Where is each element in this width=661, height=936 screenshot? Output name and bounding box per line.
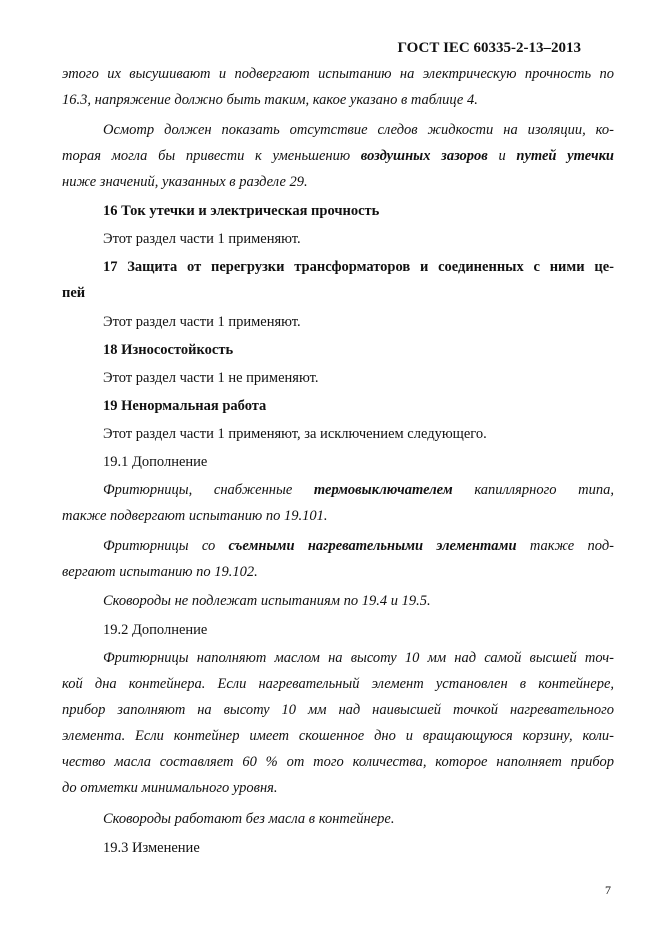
section-16-text: Этот раздел части 1 применяют. — [103, 231, 301, 247]
clause-19-1-paragraph-2 — [62, 533, 614, 585]
section-19-heading: 19 Ненормальная работа — [103, 398, 267, 414]
text-span: торая могла бы привести к уменьшению — [62, 148, 361, 164]
text-span: капиллярного типа, — [452, 482, 614, 498]
text-line: кой дна контейнера. Если нагревательный элемент установлен в контейнере, — [62, 676, 614, 692]
text-line — [62, 143, 614, 169]
section-19-text: Этот раздел части 1 применяют, за исключением следующего. — [103, 426, 487, 442]
text-line: чество масла составляет 60 % от того количества, которое наполняет прибор — [62, 754, 614, 770]
section-17-heading — [62, 254, 614, 306]
text-line — [62, 533, 614, 559]
clause-19-1-title: 19.1 Дополнение — [103, 454, 208, 470]
term-thermal-cutout: термовыключателем — [313, 482, 453, 498]
text-line: также подвергают испытанию по 19.101. — [62, 508, 328, 524]
text-line: Фритюрницы наполняют маслом на высоту 10 мм над самой высшей точ- — [103, 650, 614, 666]
heading-line: 17 Защита от перегрузки трансформаторов и соединенных с ними це- — [103, 259, 614, 275]
paragraph-drying-test — [62, 61, 614, 113]
section-16-heading: 16 Ток утечки и электрическая прочность — [103, 203, 380, 219]
section-17-text: Этот раздел части 1 применяют. — [103, 314, 301, 330]
text-span: Фритюрницы, снабженные — [103, 482, 314, 498]
document-code-header: ГОСТ IEC 60335-2-13–2013 — [397, 40, 581, 56]
text-line: ниже значений, указанных в разделе 29. — [62, 174, 308, 190]
clause-19-1-paragraph-3: Сковороды не подлежат испытаниям по 19.4 и 19.5. — [103, 593, 431, 609]
text-line: этого их высушивают и подвергают испытанию на электрическую прочность по — [62, 66, 614, 82]
term-detachable-heating-elements: съемными нагревательными элементами — [228, 538, 517, 554]
text-line — [62, 477, 614, 503]
term-clearances: воздушных зазоров — [360, 148, 488, 164]
text-line: элемента. Если контейнер имеет скошенное дно и вращающуюся корзину, коли- — [62, 728, 614, 744]
clause-19-3-title: 19.3 Изменение — [103, 840, 200, 856]
clause-19-2-title: 19.2 Дополнение — [103, 622, 208, 638]
text-line: до отметки минимального уровня. — [62, 780, 278, 796]
section-18-text: Этот раздел части 1 не применяют. — [103, 370, 319, 386]
heading-line: пей — [62, 285, 86, 301]
text-line: прибор заполняют на высоту 10 мм над наивысшей точкой нагревательного — [62, 702, 614, 718]
page-number: 7 — [605, 883, 611, 897]
text-line: 16.3, напряжение должно быть таким, какое указано в таблице 4. — [62, 92, 478, 108]
paragraph-inspection — [62, 117, 614, 195]
term-creepage: путей утечки — [516, 148, 614, 164]
text-span: и — [487, 148, 517, 164]
clause-19-2-paragraph-2: Сковороды работают без масла в контейнере. — [103, 811, 395, 827]
text-span: также под- — [516, 538, 614, 554]
section-18-heading: 18 Износостойкость — [103, 342, 234, 358]
text-line: вергают испытанию по 19.102. — [62, 564, 258, 580]
clause-19-1-paragraph-1 — [62, 477, 614, 529]
clause-19-2-paragraph-1 — [62, 645, 614, 801]
page-body — [62, 61, 614, 861]
text-span: Фритюрницы со — [103, 538, 229, 554]
text-line: Осмотр должен показать отсутствие следов жидкости на изоляции, ко- — [103, 122, 614, 138]
